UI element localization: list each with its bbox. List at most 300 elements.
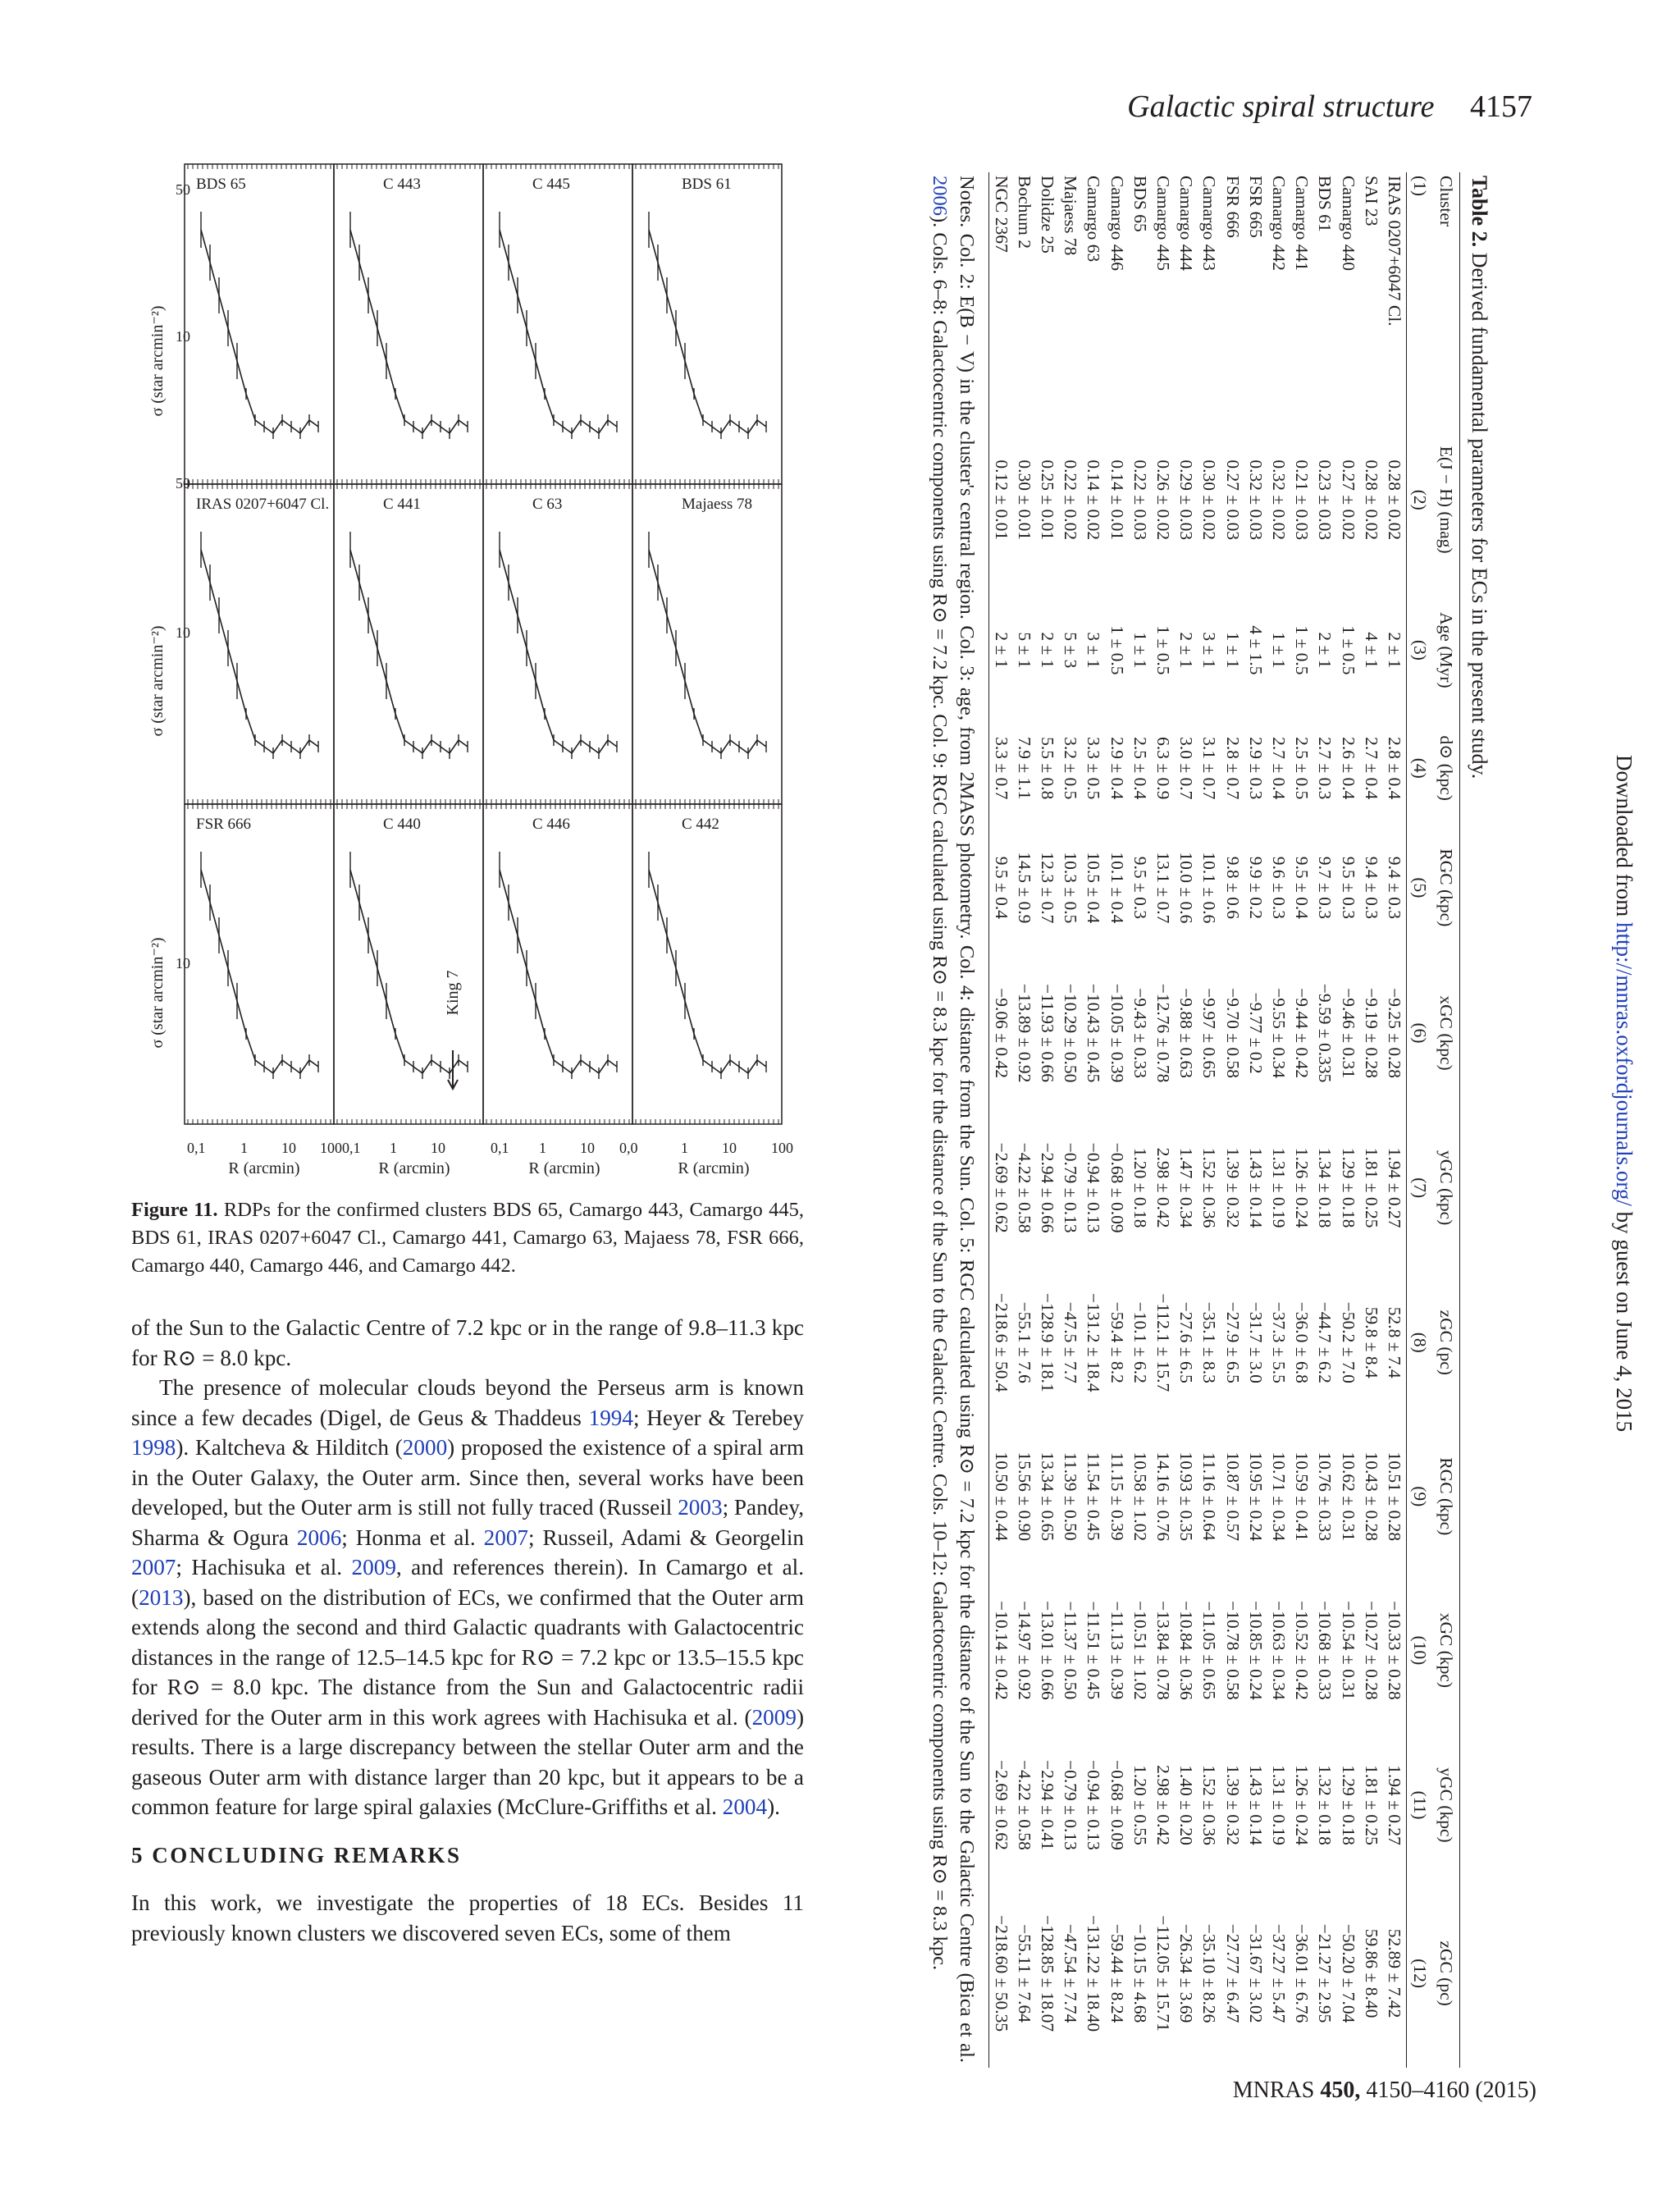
value-cell: 1.20 ± 0.55	[1130, 1765, 1150, 1845]
journal-footer: MNRAS 450, 4150–4160 (2015)	[1232, 2078, 1536, 2103]
value-cell: 0.27 ± 0.03	[1222, 459, 1243, 541]
value-cell: 0.14 ± 0.02	[1084, 459, 1104, 541]
value-cell: −10.27 ± 0.28	[1361, 1601, 1381, 1700]
rdp-profile-curve	[201, 550, 318, 753]
value-cell: 3 ± 1	[1084, 632, 1104, 669]
figure-label: Figure 11.	[131, 1199, 218, 1221]
value-cell: −11.37 ± 0.50	[1061, 1601, 1081, 1700]
value-cell: −14.97 ± 0.92	[1014, 1601, 1034, 1700]
value-cell: 10.58 ± 1.02	[1130, 1451, 1150, 1542]
value-cell: −10.84 ± 0.36	[1176, 1601, 1197, 1700]
running-title: Galactic spiral structure	[1127, 89, 1435, 124]
value-cell: 9.5 ± 0.3	[1338, 856, 1358, 920]
column-number: (9)	[1407, 1424, 1434, 1570]
citation-link[interactable]: 1998	[131, 1435, 176, 1460]
value-cell: 1 ± 0.5	[1107, 625, 1127, 675]
value-cell: 2.5 ± 0.5	[1292, 737, 1312, 800]
value-cell: 4 ± 1.5	[1245, 625, 1266, 675]
value-cell: −36.0 ± 6.8	[1292, 1301, 1312, 1383]
x-tick-1-c: 1	[539, 1140, 546, 1156]
value-cell: 3.3 ± 0.5	[1084, 737, 1104, 800]
value-cell: −9.25 ± 0.28	[1385, 988, 1404, 1078]
table-row	[1152, 172, 1175, 2068]
body-text	[131, 1313, 804, 1948]
rdp-panel-frame	[334, 164, 483, 484]
value-cell: −35.1 ± 8.3	[1199, 1301, 1220, 1383]
value-cell: 0.29 ± 0.03	[1176, 459, 1197, 541]
table-label: Table 2.	[1468, 176, 1491, 248]
table-row	[1175, 172, 1198, 2068]
panel-title: C 445	[532, 176, 570, 193]
section-heading: 5 CONCLUDING REMARKS	[131, 1842, 462, 1867]
value-cell: 0.30 ± 0.02	[1199, 459, 1220, 541]
column-header: d⊙ (kpc)	[1433, 713, 1460, 823]
value-cell: 0.32 ± 0.03	[1245, 459, 1266, 541]
rdp-panel-frame	[483, 804, 632, 1124]
value-cell: −10.29 ± 0.50	[1061, 983, 1081, 1083]
citation-link[interactable]: 2000	[402, 1435, 448, 1460]
cluster-name-cell: Camargo 445	[1153, 176, 1173, 272]
value-cell: −36.01 ± 6.76	[1292, 1923, 1312, 2023]
cluster-name-cell: Camargo 441	[1292, 176, 1312, 272]
x-tick-1-d: 1	[681, 1140, 688, 1156]
value-cell: 6.3 ± 0.9	[1153, 737, 1173, 800]
value-cell: −50.2 ± 7.0	[1338, 1301, 1358, 1383]
citation-link[interactable]: 2006	[929, 176, 952, 216]
value-cell: 12.3 ± 0.7	[1037, 852, 1057, 924]
value-cell: −13.84 ± 0.78	[1153, 1601, 1173, 1700]
value-cell: −9.43 ± 0.33	[1130, 988, 1150, 1078]
rdp-panel-frame	[185, 484, 334, 804]
value-cell: −11.93 ± 0.66	[1037, 984, 1057, 1082]
column-header: Age (Myr)	[1433, 587, 1460, 714]
cluster-name-cell: Camargo 446	[1107, 176, 1127, 272]
cluster-name-cell: NGC 2367	[989, 172, 1013, 413]
value-cell: 9.5 ± 0.4	[989, 823, 1013, 952]
column-number: (11)	[1407, 1731, 1434, 1879]
column-number: (2)	[1407, 413, 1434, 587]
x-tick-10-c: 10	[580, 1140, 595, 1156]
rdp-profile-curve	[350, 550, 468, 753]
value-cell: 1.43 ± 0.14	[1245, 1765, 1266, 1845]
panel-title: BDS 65	[196, 176, 246, 193]
value-cell: 0.26 ± 0.02	[1153, 459, 1173, 541]
value-cell: −9.59 ± 0.335	[1315, 983, 1335, 1083]
value-cell: 2.7 ± 0.3	[1315, 737, 1335, 800]
rdp-panel-frame	[185, 804, 334, 1124]
value-cell: 1.26 ± 0.24	[1292, 1765, 1312, 1845]
value-cell: 1.34 ± 0.18	[1315, 1147, 1335, 1228]
cluster-name-cell: IRAS 0207+6047 Cl.	[1385, 176, 1404, 327]
rdp-profile-curve	[500, 550, 617, 753]
rdp-profile-curve	[649, 230, 766, 433]
value-cell: −21.27 ± 2.95	[1315, 1923, 1335, 2023]
column-number: (6)	[1407, 953, 1434, 1114]
panel-title: C 440	[383, 816, 421, 833]
value-cell: −10.54 ± 0.31	[1338, 1601, 1358, 1700]
value-cell: −131.2 ± 18.4	[1084, 1292, 1104, 1392]
value-cell: 0.22 ± 0.02	[1061, 459, 1081, 541]
value-cell: 10.1 ± 0.6	[1199, 852, 1220, 924]
value-cell: 9.7 ± 0.3	[1315, 856, 1335, 920]
value-cell: −9.70 ± 0.58	[1222, 988, 1243, 1078]
value-cell: 2.8 ± 0.7	[1222, 737, 1243, 800]
value-cell: 1.81 ± 0.25	[1361, 1765, 1381, 1845]
value-cell: 2.7 ± 0.4	[1361, 737, 1381, 800]
x-tick-10-a: 10	[281, 1140, 296, 1156]
rdp-panel-frame	[483, 164, 632, 484]
value-cell: 1 ± 1	[1222, 632, 1243, 669]
column-number: (10)	[1407, 1570, 1434, 1731]
value-cell: 11.39 ± 0.50	[1061, 1451, 1081, 1541]
value-cell: −50.20 ± 7.04	[1338, 1923, 1358, 2023]
value-cell: −10.63 ± 0.34	[1268, 1601, 1289, 1700]
value-cell: 59.8 ± 8.4	[1361, 1306, 1381, 1378]
x-tick-10-b: 10	[431, 1140, 445, 1156]
column-number: (12)	[1407, 1879, 1434, 2068]
value-cell: 1.31 ± 0.19	[1268, 1765, 1289, 1845]
value-cell: 0.28 ± 0.02	[1385, 459, 1404, 541]
table-row	[1221, 172, 1244, 2068]
value-cell: 2.5 ± 0.4	[1130, 737, 1150, 800]
value-cell: −9.19 ± 0.28	[1361, 988, 1381, 1078]
column-header: xGC (kpc)	[1433, 953, 1460, 1114]
value-cell: −0.68 ± 0.09	[1107, 1142, 1127, 1233]
value-cell: 9.4 ± 0.3	[1361, 856, 1381, 920]
value-cell: −27.77 ± 6.47	[1222, 1923, 1243, 2023]
value-cell: 14.5 ± 0.9	[1014, 852, 1034, 924]
paragraph-1: of the Sun to the Galactic Centre of 7.2 kpc or in the range of 9.8–11.3 kpc for R⊙ = 8.0 kpc.	[131, 1315, 804, 1370]
value-cell: 0.25 ± 0.01	[1037, 459, 1057, 541]
value-cell: −10.51 ± 1.02	[1130, 1601, 1150, 1700]
column-header: zGC (pc)	[1433, 1879, 1460, 2068]
x-tick-merged-1: 1000,1	[320, 1140, 361, 1156]
value-cell: 2 ± 1	[1315, 632, 1335, 669]
rdp-profile-curve	[350, 230, 468, 433]
value-cell: 3 ± 1	[1199, 632, 1220, 669]
y-axis-label-row3: σ (star arcmin⁻²)	[148, 937, 167, 1049]
value-cell: 10.87 ± 0.57	[1222, 1451, 1243, 1542]
value-cell: −0.94 ± 0.13	[1084, 1760, 1104, 1850]
value-cell: 1 ± 0.5	[1153, 625, 1173, 675]
x-tick-1-b: 1	[390, 1140, 397, 1156]
table-row	[1336, 172, 1359, 2068]
cluster-name-cell: Camargo 444	[1176, 176, 1197, 272]
value-cell: −47.5 ± 7.7	[1061, 1301, 1081, 1383]
rdp-profile-curve	[649, 550, 766, 753]
column-number: (5)	[1407, 823, 1434, 952]
page-number: 4157	[1470, 89, 1532, 124]
value-cell: −9.88 ± 0.63	[1176, 988, 1197, 1078]
citation-link[interactable]: 1994	[588, 1405, 633, 1430]
value-cell: 59.86 ± 8.40	[1361, 1928, 1381, 2018]
value-cell: 10.1 ± 0.4	[1107, 852, 1127, 924]
value-cell: 0.30 ± 0.01	[1014, 459, 1034, 541]
cluster-name-cell: BDS 65	[1130, 176, 1150, 232]
column-header: E(J − H) (mag)	[1433, 413, 1460, 587]
value-cell: 11.15 ± 0.39	[1107, 1451, 1127, 1541]
value-cell: −27.6 ± 6.5	[1176, 1301, 1197, 1383]
value-cell: 2 ± 1	[989, 587, 1013, 714]
value-cell: −2.69 ± 0.62	[989, 1113, 1013, 1261]
x-tick-merged-2: 0,1	[491, 1140, 509, 1156]
table-2	[868, 164, 1491, 2076]
figure-caption-text: RDPs for the confirmed clusters BDS 65, Camargo 443, Camargo 445, BDS 61, IRAS 0207+6047 Cl., Camargo 441, Camargo 63, Majaess 78, FSR 666, Camargo 440, Camargo 446, and Camargo 442.	[131, 1199, 804, 1277]
value-cell: −112.1 ± 15.7	[1153, 1293, 1173, 1392]
value-cell: 9.5 ± 0.3	[1130, 856, 1150, 920]
value-cell: −10.33 ± 0.28	[1385, 1601, 1404, 1700]
x-axis-label-4: R (arcmin)	[678, 1159, 750, 1177]
value-cell: 3.0 ± 0.7	[1176, 737, 1197, 800]
value-cell: 1.52 ± 0.36	[1199, 1147, 1220, 1228]
value-cell: −10.1 ± 6.2	[1130, 1301, 1150, 1383]
table-row	[1244, 172, 1267, 2068]
value-cell: 52.8 ± 7.4	[1385, 1306, 1404, 1378]
table-row	[1036, 172, 1059, 2068]
value-cell: −9.46 ± 0.31	[1338, 988, 1358, 1078]
value-cell: −10.78 ± 0.58	[1222, 1601, 1243, 1700]
value-cell: 0.28 ± 0.02	[1361, 459, 1381, 541]
value-cell: 2.8 ± 0.4	[1385, 737, 1404, 800]
value-cell: −0.94 ± 0.13	[1084, 1142, 1104, 1233]
value-cell: 5.5 ± 0.8	[1037, 737, 1057, 800]
value-cell: −37.27 ± 5.47	[1268, 1923, 1289, 2023]
value-cell: −11.51 ± 0.45	[1084, 1601, 1104, 1700]
y-tick-50-top: 50	[176, 181, 190, 198]
rdp-profile-curve	[500, 230, 617, 433]
value-cell: 9.4 ± 0.3	[1385, 856, 1404, 920]
value-cell: 1.32 ± 0.18	[1315, 1765, 1335, 1845]
cluster-name-cell: Bochum 2	[1014, 176, 1034, 249]
download-notice: Downloaded from http://mnras.oxfordjournals.org/ by guest on June 4, 2015	[1612, 755, 1637, 1433]
value-cell: −31.67 ± 3.02	[1245, 1923, 1266, 2023]
value-cell: 0.14 ± 0.01	[1107, 459, 1127, 541]
table-row	[1313, 172, 1336, 2068]
figure-caption	[131, 1196, 804, 1280]
value-cell: −11.05 ± 0.65	[1199, 1601, 1220, 1700]
rdp-profile-curve	[500, 870, 617, 1073]
value-cell: 0.27 ± 0.02	[1338, 459, 1358, 541]
value-cell: 2.6 ± 0.4	[1338, 737, 1358, 800]
value-cell: 9.5 ± 0.4	[1292, 856, 1312, 920]
value-cell: 2 ± 1	[1037, 632, 1057, 669]
value-cell: 10.62 ± 0.31	[1338, 1451, 1358, 1542]
rdp-panel-frame	[632, 164, 782, 484]
column-header: yGC (kpc)	[1433, 1113, 1460, 1261]
value-cell: −0.68 ± 0.09	[1107, 1760, 1127, 1850]
value-cell: 11.54 ± 0.45	[1084, 1451, 1104, 1541]
value-cell: 5 ± 3	[1061, 632, 1081, 669]
table-row	[1129, 172, 1152, 2068]
panel-title: FSR 666	[196, 816, 252, 833]
running-head	[1127, 89, 1532, 125]
x-axis-label-2: R (arcmin)	[378, 1159, 450, 1177]
value-cell: −35.10 ± 8.26	[1199, 1923, 1220, 2023]
cluster-name-cell: Majaess 78	[1061, 176, 1081, 256]
value-cell: 9.9 ± 0.2	[1245, 856, 1266, 920]
value-cell: 1 ± 0.5	[1292, 625, 1312, 675]
value-cell: −2.94 ± 0.66	[1037, 1142, 1057, 1233]
value-cell: −55.1 ± 7.6	[1014, 1301, 1034, 1383]
x-axis-label-3: R (arcmin)	[528, 1159, 600, 1177]
cluster-name-cell: FSR 665	[1245, 176, 1266, 238]
panel-title: C 443	[383, 176, 421, 193]
x-tick-100-d: 100	[771, 1140, 793, 1156]
panel-title: C 442	[682, 816, 719, 833]
y-axis-label-row2: σ (star arcmin⁻²)	[148, 625, 167, 737]
table-row	[1105, 172, 1128, 2068]
value-cell: 10.43 ± 0.28	[1361, 1451, 1381, 1542]
value-cell: 2 ± 1	[1176, 632, 1197, 669]
value-cell: −0.79 ± 0.13	[1061, 1142, 1081, 1233]
cluster-name-cell: SAI 23	[1361, 176, 1381, 226]
value-cell: 1.29 ± 0.18	[1338, 1147, 1358, 1228]
column-header: RGC (kpc)	[1433, 1424, 1460, 1570]
rdp-profile-curve	[201, 230, 318, 433]
value-cell: −26.34 ± 3.69	[1176, 1923, 1197, 2023]
value-cell: −44.7 ± 6.2	[1315, 1301, 1335, 1383]
value-cell: −2.69 ± 0.62	[989, 1731, 1013, 1879]
value-cell: −11.13 ± 0.39	[1107, 1601, 1127, 1700]
value-cell: −10.14 ± 0.42	[989, 1570, 1013, 1731]
value-cell: 10.50 ± 0.44	[989, 1424, 1013, 1570]
value-cell: 9.6 ± 0.3	[1268, 856, 1289, 920]
value-cell: −218.6 ± 50.4	[989, 1262, 1013, 1424]
table-row	[1013, 172, 1036, 2068]
value-cell: −9.06 ± 0.42	[989, 953, 1013, 1114]
y-tick-50-row1b: 50	[176, 475, 190, 491]
column-number: (7)	[1407, 1113, 1434, 1261]
value-cell: 1 ± 1	[1130, 632, 1150, 669]
value-cell: −10.52 ± 0.42	[1292, 1601, 1312, 1700]
table-row	[1383, 172, 1407, 2068]
download-link[interactable]: http://mnras.oxfordjournals.org/	[1612, 921, 1637, 1206]
value-cell: 10.93 ± 0.35	[1176, 1451, 1197, 1542]
value-cell: −59.44 ± 8.24	[1107, 1923, 1127, 2023]
citation-link[interactable]: 2013	[139, 1584, 184, 1610]
value-cell: 1.94 ± 0.27	[1385, 1765, 1404, 1845]
citation-link[interactable]: 2009	[751, 1704, 797, 1730]
table-row	[1290, 172, 1313, 2068]
value-cell: 1 ± 0.5	[1338, 625, 1358, 675]
value-cell: 2.98 ± 0.42	[1153, 1147, 1173, 1228]
value-cell: 3.3 ± 0.7	[989, 713, 1013, 823]
cluster-name-cell: FSR 666	[1222, 176, 1243, 238]
value-cell: −13.01 ± 0.66	[1037, 1601, 1057, 1700]
citation-link[interactable]: 2007	[131, 1555, 176, 1579]
table-caption	[1467, 176, 1491, 2076]
value-cell: 15.56 ± 0.90	[1014, 1451, 1034, 1542]
y-tick-10-row2: 10	[176, 624, 190, 641]
value-cell: −0.79 ± 0.13	[1061, 1760, 1081, 1850]
value-cell: 14.16 ± 0.76	[1153, 1451, 1173, 1542]
table-row	[989, 172, 1013, 2068]
value-cell: 10.3 ± 0.5	[1061, 852, 1081, 924]
y-axis-label-row1: σ (star arcmin⁻²)	[148, 305, 167, 417]
value-cell: 7.9 ± 1.1	[1014, 737, 1034, 800]
citation-link[interactable]: 2003	[678, 1495, 723, 1520]
rdp-profile-curve	[201, 870, 318, 1073]
x-tick-10-d: 10	[722, 1140, 737, 1156]
panel-title: IRAS 0207+6047 Cl.	[196, 496, 330, 513]
value-cell: 3.2 ± 0.5	[1061, 737, 1081, 800]
x-tick-merged-3: 0,0	[619, 1140, 638, 1156]
column-number: (8)	[1407, 1262, 1434, 1424]
table-row	[1360, 172, 1383, 2068]
table-notes: Notes. Col. 2: E(B − V) in the cluster's central region. Col. 3: age, from 2MASS photometry. Col. 4: distance from the Sun. Col. 5: RGC calculated using R⊙ = 7.2 kpc for the distance of the Sun to the Galactic Centre (Bica et al. 2006). Cols. 6–8: Galactocentric components using R⊙ = 7.2 kpc. Col. 9: RGC calculated using R⊙ = 8.3 kpc for the distance of the Sun to the Galactic Centre. Cols. 10–12: Galactocentric components using R⊙ = 8.3 kpc.	[929, 176, 979, 2063]
column-number: (3)	[1407, 587, 1434, 714]
table-row	[1082, 172, 1105, 2068]
value-cell: 10.5 ± 0.4	[1084, 852, 1104, 924]
value-cell: 11.16 ± 0.64	[1199, 1451, 1220, 1541]
y-tick-10-row1: 10	[176, 328, 190, 345]
value-cell: 1.52 ± 0.36	[1199, 1765, 1220, 1845]
value-cell: 13.1 ± 0.7	[1153, 852, 1173, 924]
column-number: (4)	[1407, 713, 1434, 823]
value-cell: −10.85 ± 0.24	[1245, 1601, 1266, 1700]
value-cell: 2 ± 1	[1385, 632, 1404, 669]
rdp-panel-frame	[334, 484, 483, 804]
x-tick-1-a: 1	[240, 1140, 248, 1156]
value-cell: 1.40 ± 0.20	[1176, 1765, 1197, 1845]
citation-link[interactable]: 2004	[722, 1794, 768, 1819]
paragraph-3: In this work, we investigate the properties of 18 ECs. Besides 11 previously known clusters we discovered seven ECs, some of them	[131, 1890, 804, 1945]
value-cell: −2.94 ± 0.41	[1037, 1760, 1057, 1850]
column-number: (1)	[1407, 172, 1434, 413]
cluster-name-cell: Camargo 440	[1338, 176, 1358, 272]
value-cell: −13.89 ± 0.92	[1014, 983, 1034, 1083]
rdp-panel-frame	[632, 484, 782, 804]
value-cell: −59.4 ± 8.2	[1107, 1301, 1127, 1383]
value-cell: 4 ± 1	[1361, 632, 1381, 669]
value-cell: −31.7 ± 3.0	[1245, 1301, 1266, 1383]
value-cell: 0.23 ± 0.03	[1315, 459, 1335, 541]
value-cell: 2.9 ± 0.4	[1107, 737, 1127, 800]
value-cell: 1.94 ± 0.27	[1385, 1147, 1404, 1228]
value-cell: 1.26 ± 0.24	[1292, 1147, 1312, 1228]
value-cell: −10.43 ± 0.45	[1084, 983, 1104, 1083]
value-cell: 2.98 ± 0.42	[1153, 1765, 1173, 1845]
value-cell: −12.76 ± 0.78	[1153, 983, 1173, 1083]
cluster-name-cell: Camargo 443	[1199, 176, 1220, 272]
paragraph-2: The presence of molecular clouds beyond the Perseus arm is known since a few decades (Digel, de Geus & Thaddeus 1994; Heyer & Terebey 1998). Kaltcheva & Hilditch (2000) proposed the existence of a spiral arm in the Outer Galaxy, the Outer arm. Since then, several works have been developed, but the Outer arm is still not fully traced (Russeil 2003; Pandey, Sharma & Ogura 2006; Honma et al. 2007; Russeil, Adami & Georgelin 2007; Hachisuka et al. 2009, and references therein). In Camargo et al. (2013), based on the distribution of ECs, we confirmed that the Outer arm extends along the second and third Galactic quadrants with Galactocentric distances in the range of 12.5–14.5 kpc for R⊙ = 7.2 kpc or 13.5–15.5 kpc for R⊙ = 8.0 kpc. The distance from the Sun and Galactocentric radii derived for the Outer arm in this work agrees with Hachisuka et al. (2009) results. There is a large discrepancy between the stellar Outer arm and the gaseous Outer arm with distance larger than 20 kpc, but it appears to be a common feature for large spiral galaxies (McClure-Griffiths et al. 2004).	[131, 1375, 805, 1819]
value-cell: −9.97 ± 0.65	[1199, 988, 1220, 1078]
table-row	[1059, 172, 1082, 2068]
column-header: RGC (kpc)	[1433, 823, 1460, 952]
value-cell: 10.71 ± 0.34	[1268, 1451, 1289, 1542]
value-cell: −27.9 ± 6.5	[1222, 1301, 1243, 1383]
value-cell: −37.3 ± 5.5	[1268, 1301, 1289, 1383]
column-header: Cluster	[1433, 172, 1460, 413]
value-cell: −128.9 ± 18.1	[1037, 1292, 1057, 1392]
value-cell: 52.89 ± 7.42	[1385, 1928, 1404, 2018]
value-cell: −9.44 ± 0.42	[1292, 988, 1312, 1078]
citation-link[interactable]: 2006	[296, 1525, 342, 1550]
value-cell: 2.7 ± 0.4	[1268, 737, 1289, 800]
value-cell: 0.32 ± 0.02	[1268, 459, 1289, 541]
value-cell: 0.12 ± 0.01	[989, 413, 1013, 587]
citation-link[interactable]: 2007	[483, 1525, 529, 1550]
value-cell: −131.22 ± 18.40	[1084, 1914, 1104, 2032]
citation-link[interactable]: 2009	[351, 1555, 396, 1579]
value-cell: 1.81 ± 0.25	[1361, 1147, 1381, 1228]
value-cell: 1.43 ± 0.14	[1245, 1147, 1266, 1228]
cluster-name-cell: Camargo 442	[1268, 176, 1289, 272]
value-cell: 0.21 ± 0.03	[1292, 459, 1312, 541]
table-row	[1267, 172, 1290, 2068]
value-cell: 10.0 ± 0.6	[1176, 852, 1197, 924]
panel-title: C 63	[532, 496, 563, 513]
